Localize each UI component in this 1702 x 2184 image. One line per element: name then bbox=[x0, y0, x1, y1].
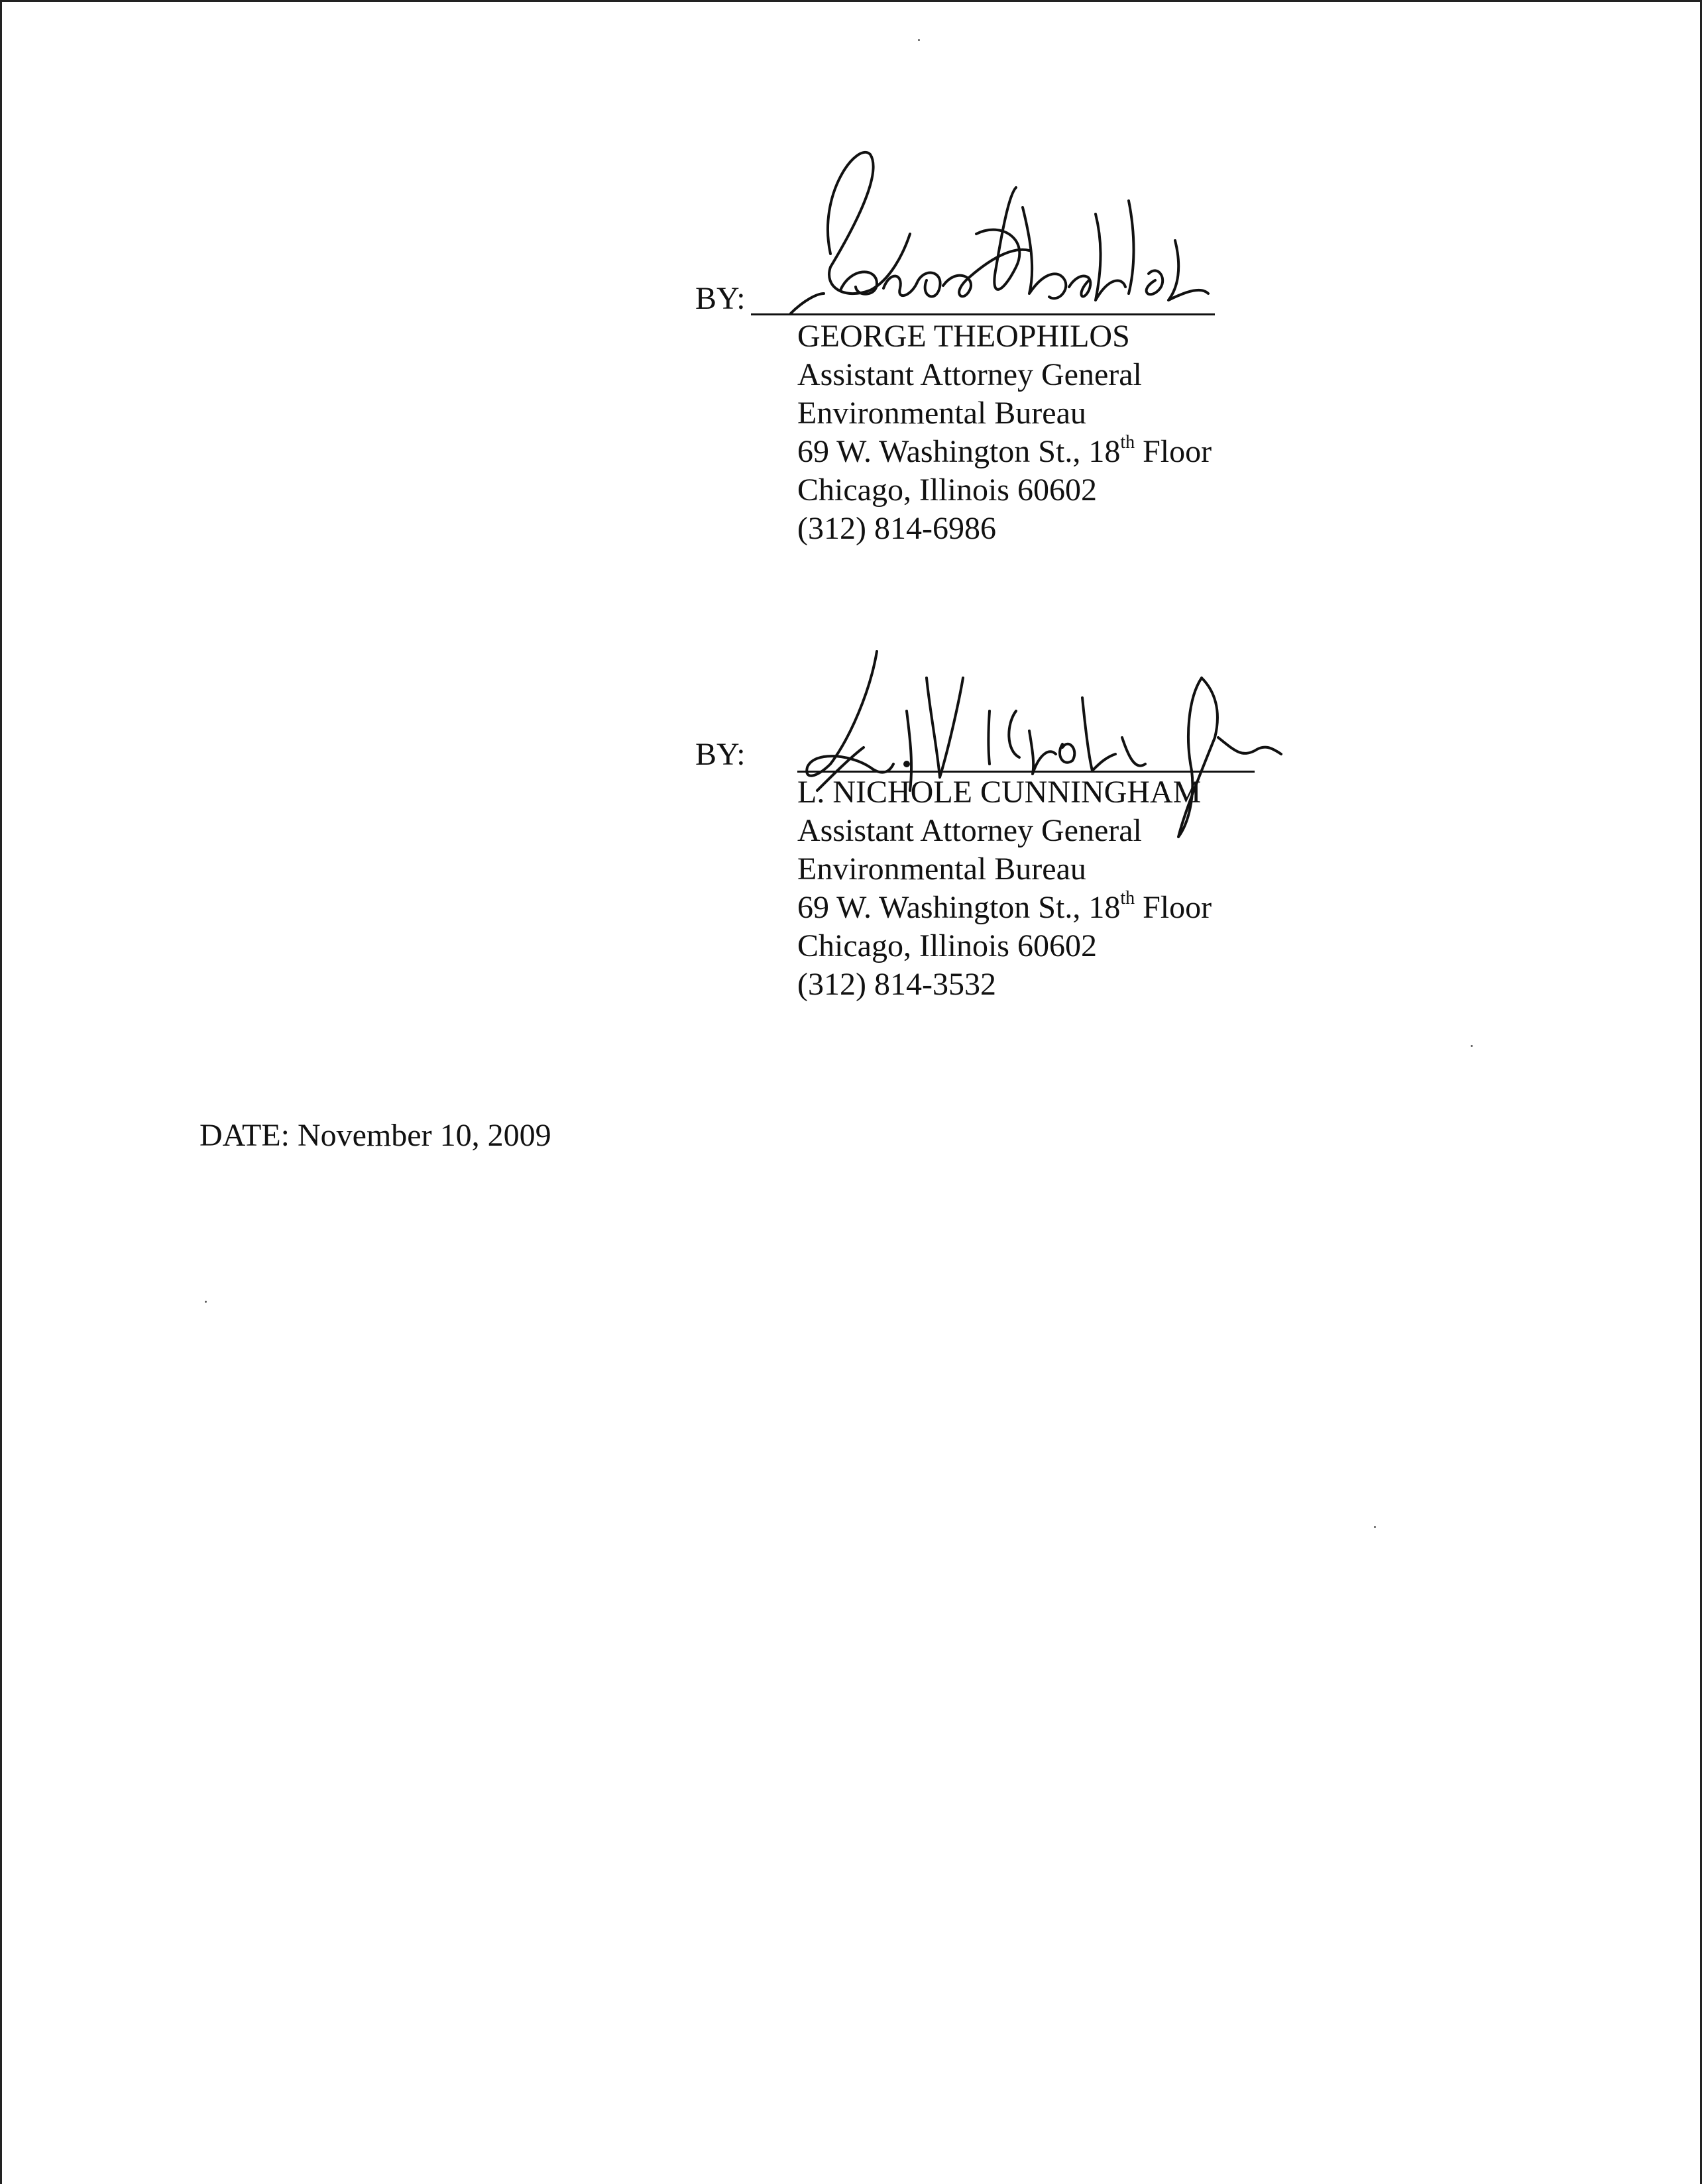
by-label-2: BY: bbox=[695, 737, 746, 772]
scan-speck bbox=[918, 39, 920, 41]
date-line: DATE: November 10, 2009 bbox=[199, 1118, 551, 1153]
signatory-city: Chicago, Illinois 60602 bbox=[797, 928, 1097, 963]
by-label-1: BY: bbox=[695, 281, 746, 316]
signature-line-2 bbox=[797, 771, 1255, 773]
signatory-block-2 bbox=[797, 773, 1212, 1004]
signature-line-1 bbox=[751, 313, 1215, 315]
signature-george-theophilos bbox=[777, 135, 1241, 333]
signatory-phone: (312) 814-6986 bbox=[797, 511, 996, 546]
signatory-block-1 bbox=[797, 317, 1212, 548]
signatory-address: 69 W. Washington St., 18th Floor bbox=[797, 888, 1212, 925]
signatory-bureau: Environmental Bureau bbox=[797, 851, 1086, 887]
scan-speck bbox=[1374, 1526, 1376, 1528]
scan-speck bbox=[1471, 1045, 1473, 1047]
signatory-bureau: Environmental Bureau bbox=[797, 396, 1086, 431]
signatory-title: Assistant Attorney General bbox=[797, 813, 1142, 848]
signatory-phone: (312) 814-3532 bbox=[797, 967, 996, 1002]
signatory-title: Assistant Attorney General bbox=[797, 357, 1142, 392]
signatory-name: GEORGE THEOPHILOS bbox=[797, 319, 1130, 354]
signatory-name: L. NICHOLE CUNNINGHAM bbox=[797, 775, 1202, 810]
signatory-city: Chicago, Illinois 60602 bbox=[797, 472, 1097, 508]
signatory-address: 69 W. Washington St., 18th Floor bbox=[797, 432, 1212, 469]
scan-speck bbox=[205, 1301, 207, 1303]
